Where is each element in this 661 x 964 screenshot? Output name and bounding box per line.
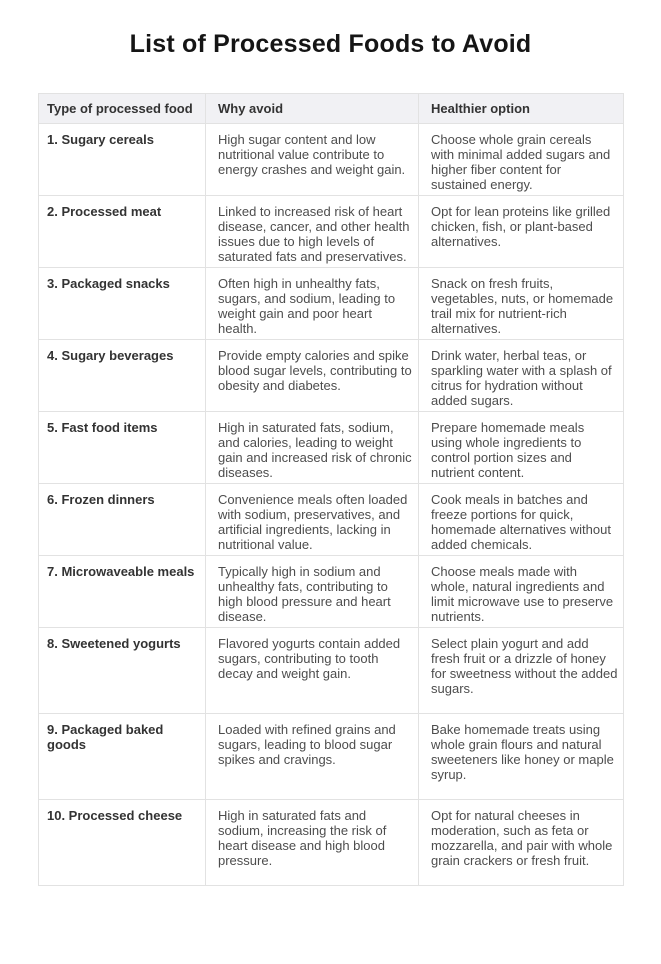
healthier-option-cell: Snack on fresh fruits, vegetables, nuts, or homemade trail mix for nutrient-rich alternatives. — [419, 268, 624, 340]
table-row — [39, 556, 624, 628]
table-row — [39, 268, 624, 340]
why-avoid-cell: Provide empty calories and spike blood sugar levels, contributing to obesity and diabetes. — [206, 340, 419, 412]
food-type-cell: 9. Packaged baked goods — [39, 714, 206, 800]
food-type-cell: 8. Sweetened yogurts — [39, 628, 206, 714]
why-avoid-cell: Loaded with refined grains and sugars, leading to blood sugar spikes and cravings. — [206, 714, 419, 800]
header-row — [39, 94, 624, 124]
table-row — [39, 714, 624, 800]
table-row — [39, 124, 624, 196]
healthier-option-cell: Cook meals in batches and freeze portions for quick, homemade alternatives without added chemicals. — [419, 484, 624, 556]
why-avoid-cell: High in saturated fats, sodium, and calories, leading to weight gain and increased risk of chronic diseases. — [206, 412, 419, 484]
food-type-cell: 5. Fast food items — [39, 412, 206, 484]
food-type-cell: 2. Processed meat — [39, 196, 206, 268]
food-type-cell: 3. Packaged snacks — [39, 268, 206, 340]
document-page — [0, 29, 661, 964]
table-row — [39, 628, 624, 714]
table-row — [39, 340, 624, 412]
healthier-option-cell: Drink water, herbal teas, or sparkling water with a splash of citrus for hydration without added sugars. — [419, 340, 624, 412]
food-type-cell: 6. Frozen dinners — [39, 484, 206, 556]
processed-foods-table — [38, 93, 624, 886]
healthier-option-cell: Choose meals made with whole, natural ingredients and limit microwave use to preserve nutrients. — [419, 556, 624, 628]
healthier-option-cell: Bake homemade treats using whole grain flours and natural sweeteners like honey or maple syrup. — [419, 714, 624, 800]
column-header-food-type: Type of processed food — [39, 94, 206, 124]
column-header-why-avoid: Why avoid — [206, 94, 419, 124]
why-avoid-cell: High in saturated fats and sodium, increasing the risk of heart disease and high blood pressure. — [206, 800, 419, 886]
food-type-cell: 1. Sugary cereals — [39, 124, 206, 196]
food-type-cell: 7. Microwaveable meals — [39, 556, 206, 628]
food-type-cell: 10. Processed cheese — [39, 800, 206, 886]
why-avoid-cell: High sugar content and low nutritional value contribute to energy crashes and weight gain. — [206, 124, 419, 196]
table-header — [39, 94, 624, 124]
table-row — [39, 412, 624, 484]
table-body — [39, 124, 624, 886]
healthier-option-cell: Prepare homemade meals using whole ingredients to control portion sizes and nutrient content. — [419, 412, 624, 484]
healthier-option-cell: Choose whole grain cereals with minimal added sugars and higher fiber content for sustained energy. — [419, 124, 624, 196]
why-avoid-cell: Often high in unhealthy fats, sugars, and sodium, leading to weight gain and poor heart health. — [206, 268, 419, 340]
table-row — [39, 800, 624, 886]
why-avoid-cell: Typically high in sodium and unhealthy fats, contributing to high blood pressure and heart disease. — [206, 556, 419, 628]
food-type-cell: 4. Sugary beverages — [39, 340, 206, 412]
table-row — [39, 484, 624, 556]
why-avoid-cell: Linked to increased risk of heart disease, cancer, and other health issues due to high levels of saturated fats and preservatives. — [206, 196, 419, 268]
why-avoid-cell: Flavored yogurts contain added sugars, contributing to tooth decay and weight gain. — [206, 628, 419, 714]
healthier-option-cell: Opt for natural cheeses in moderation, such as feta or mozzarella, and pair with whole grain crackers or fresh fruit. — [419, 800, 624, 886]
why-avoid-cell: Convenience meals often loaded with sodium, preservatives, and artificial ingredients, lacking in nutritional value. — [206, 484, 419, 556]
healthier-option-cell: Select plain yogurt and add fresh fruit or a drizzle of honey for sweetness without the added sugars. — [419, 628, 624, 714]
healthier-option-cell: Opt for lean proteins like grilled chicken, fish, or plant-based alternatives. — [419, 196, 624, 268]
page-title: List of Processed Foods to Avoid — [129, 30, 532, 58]
column-header-healthier-option: Healthier option — [419, 94, 624, 124]
table-row — [39, 196, 624, 268]
